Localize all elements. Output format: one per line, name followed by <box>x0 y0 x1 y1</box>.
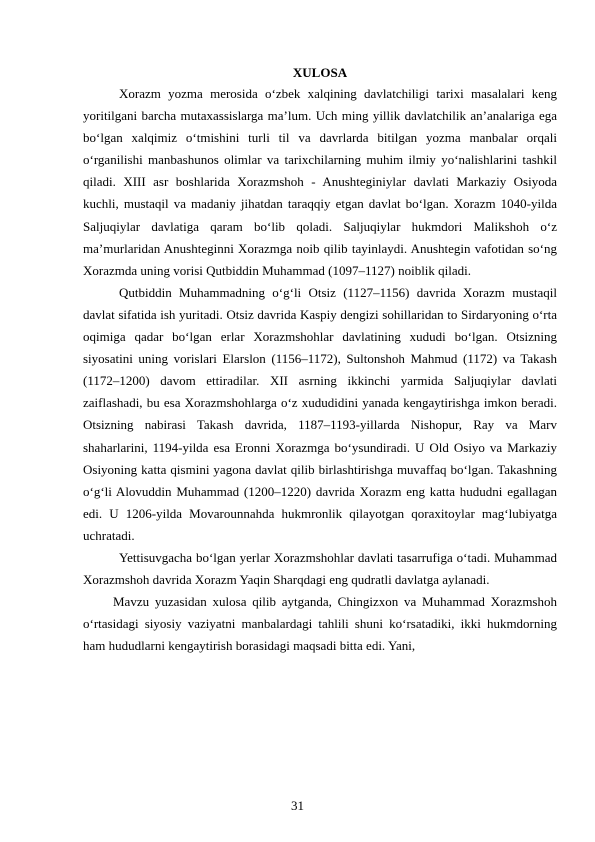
paragraph-1: Xorazm yozma merosida o‘zbek xalqining davlatchiligi tarixi masalalari keng yoritilgani barcha mutaxassislarga ma’lum. Uch ming yillik davlatchilik an’analariga ega bo‘lgan xalqimiz o‘tmishini turli til va davrlarda bitilgan yozma manbalar orqali o‘rganilishi manbashunos olimlar va tarixchilarning muhim ilmiy yo‘nalishlarini tashkil qiladi. XIII asr boshlarida Xorazmshoh - Anushteginiylar davlati Markaziy Osiyoda kuchli, mustaqil va madaniy jihatdan taraqqiy etgan davlat bo‘lgan. Xorazm 1040-yilda Saljuqiylar davlatiga qaram bo‘lib qoladi. Saljuqiylar hukmdori Malikshoh o‘z ma’murlaridan Anushteginni Xorazmga noib qilib tayinlaydi. Anushtegin vafotidan so‘ng Xorazmda uning vorisi Qutbiddin Muhammad (1097–1127) noiblik qiladi. <box>83 86 557 278</box>
page-number: 31 <box>291 798 304 813</box>
paragraph-3: Yettisuvgacha bo‘lgan yerlar Xorazmshohlar davlati tasarrufiga o‘tadi. Muhammad Xorazmshoh davrida Xorazm Yaqin Sharqdagi eng qudratli davlatga aylanadi. <box>83 549 557 588</box>
paragraph-2: Qutbiddin Muhammadning o‘g‘li Otsiz (1127–1156) davrida Xorazm mustaqil davlat sifatida ish yuritadi. Otsiz davrida Kaspiy dengizi sohillaridan to Sirdaryoning o‘rta oqimiga qadar bo‘lgan erlar Xorazmshohlar davlatining xududi bo‘lgan. Otsizning siyosatini uning vorislari Elarslon (1156–1172), Sultonshoh Mahmud (1172) va Takash (1172–1200) davom ettiradilar. XII asrning ikkinchi yarmida Saljuqiylar davlati zaiflashadi, bu esa Xorazmshohlarga o‘z xududidini yanada kengaytirishga imkon beradi. Otsizning nabirasi Takash davrida, 1187–1193-yillarda Nishopur, Ray va Marv shaharlarini, 1194-yilda esa Eronni Xorazmga bo‘ysundiradi. U Old Osiyo va Markaziy Osiyoning katta qismini yagona davlat qilib birlashtirishga muvaffaq bo‘lgan. Takashning o‘g‘li Alovuddin Muhammad (1200–1220) davrida Xorazm eng katta hududni egallagan edi. U 1206-yilda Movarounnahda hukmronlik qilayotgan qoraxitoylar mag‘lubiyatga uchratadi. <box>83 284 557 543</box>
document-page <box>83 64 557 657</box>
page-title: XULOSA <box>292 65 348 80</box>
paragraph-4: Mavzu yuzasidan xulosa qilib aytganda, Chingizxon va Muhammad Xorazmshoh o‘rtasidagi siyosiy vaziyatni manbalardagi tahlili shuni ko‘rsatadiki, ikki hukmdorning ham hududlarni kengaytirish borasidagi maqsadi bitta edi. Yani, <box>83 594 557 654</box>
